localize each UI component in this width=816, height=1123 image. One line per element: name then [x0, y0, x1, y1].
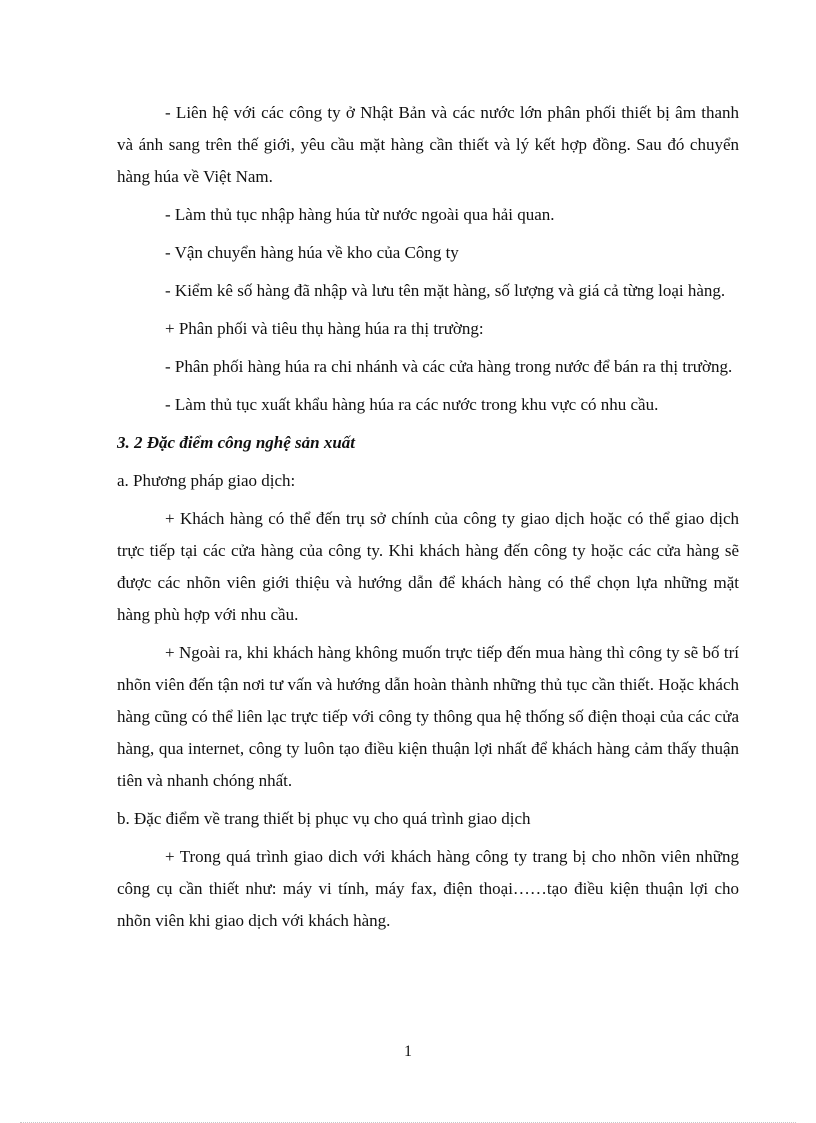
page-number: 1	[404, 1043, 412, 1060]
paragraph-a-1: + Khách hàng có thể đến trụ sở chính của công ty giao dịch hoặc có thể giao dịch trực tiếp tại các cửa hàng của công ty. Khi khách hàng đến công ty hoặc các cửa hàng sẽ được các nhõn viên giới thiệu và hướng dẫn để khách hàng có thể chọn lựa những mặt hàng phù hợp với nhu cầu.	[117, 509, 739, 624]
paragraph-b-1: + Trong quá trình giao dich với khách hàng công ty trang bị cho nhõn viên những công cụ cần thiết như: máy vi tính, máy fax, điện thoại……tạo điều kiện thuận lợi cho nhõn viên khi giao dịch với khách hàng.	[117, 847, 739, 930]
paragraph-distribution-heading: + Phân phối và tiêu thụ hàng húa ra thị trường:	[165, 319, 484, 338]
subheading-b: b. Đặc điểm về trang thiết bị phục vụ cho quá trình giao dịch	[117, 809, 531, 828]
paragraph-a-2: + Ngoài ra, khi khách hàng không muốn trực tiếp đến mua hàng thì công ty sẽ bố trí nhõn viên đến tận nơi tư vấn và hướng dẫn hoàn thành những thủ tục cần thiết. Hoặc khách hàng cũng có thể liên lạc trực tiếp với công ty thông qua hệ thống số điện thoại của các cửa hàng, qua internet, công ty luôn tạo điều kiện thuận lợi nhất để khách hàng cảm thấy thuận tiên và nhanh chóng nhất.	[117, 643, 739, 790]
paragraph-contact-suppliers: - Liên hệ với các công ty ở Nhật Bản và các nước lớn phân phối thiết bị âm thanh và ánh sang trên thế giới, yêu cầu mặt hàng cần thiết và lý kết hợp đồng. Sau đó chuyển hàng húa về Việt Nam.	[117, 103, 739, 186]
paragraph-transport: - Vận chuyển hàng húa về kho của Công ty	[165, 243, 459, 262]
section-heading: 3. 2 Đặc điểm công nghệ sản xuất	[117, 433, 356, 452]
paragraph-inventory: - Kiểm kê số hàng đã nhập và lưu tên mặt hàng, số lượng và giá cả từng loại hàng.	[165, 281, 726, 300]
paragraph-domestic-distribution: - Phân phối hàng húa ra chi nhánh và các cửa hàng trong nước để bán ra thị trường.	[165, 357, 733, 376]
subheading-a: a. Phương pháp giao dịch:	[117, 471, 296, 490]
paragraph-customs: - Làm thủ tục nhập hàng húa từ nước ngoài qua hải quan.	[165, 205, 555, 224]
paragraph-export: - Làm thủ tục xuất khẩu hàng húa ra các nước trong khu vực có nhu cầu.	[165, 395, 659, 414]
page-content	[117, 97, 739, 943]
